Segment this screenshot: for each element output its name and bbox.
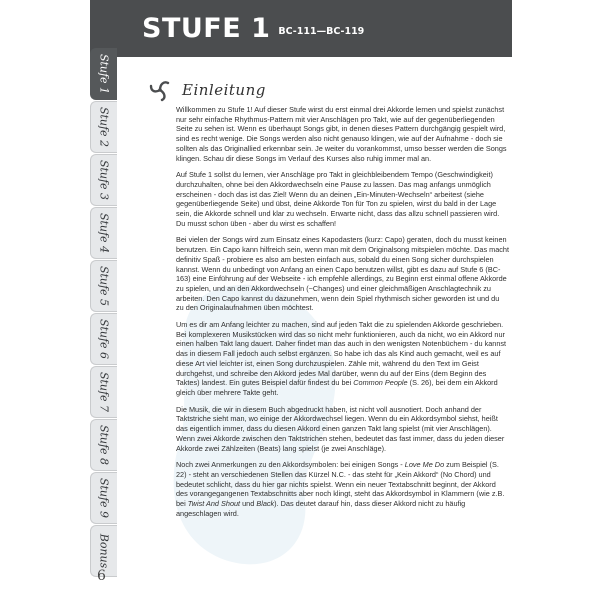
paragraph: Bei vielen der Songs wird zum Einsatz eines Kapodasters (kurz: Capo) geraten, doch du musst keinen benutzen. Ein Capo kann hilfreich sein, wenn man mit dem Originalsong mitspielen möchte. Das macht definitiv Spaß - probiere es also am besten einfach aus, sobald du einen Song sicher durchspielen kannst. Wenn du unbedingt von Anfang an einen Capo benutzen willst, gibt es dazu auf Stufe 6 (BC-163) eine Einführung auf der Webseite - ich empfehle allerdings, zu Beginn erst einmal offene Akkorde zu spielen, und an den Akkordwechseln (~Changes) und einer gleichmäßigen Anschlagtechnik zu arbeiten. Den Capo kannst du dazunehmen, wenn dein Spiel rhythmisch sicher geworden ist und du zu den Originalaufnahmen üben möchtest. — [176, 235, 509, 313]
section-heading — [148, 78, 266, 102]
tab-label: Stufe 7 — [97, 371, 111, 413]
paragraph — [176, 320, 509, 398]
body-text — [176, 105, 509, 525]
chapter-code: BC-111—BC-119 — [278, 26, 365, 37]
tab-label: Stufe 5 — [97, 265, 111, 307]
tab-stufe-2[interactable] — [90, 101, 117, 153]
paragraph — [176, 460, 509, 518]
tab-label: Stufe 6 — [97, 318, 111, 360]
tab-label: Stufe 3 — [97, 159, 111, 201]
paragraph-text: Um es dir am Anfang leichter zu machen, sind auf jeden Takt die zu spielenden Akkorde geschrieben. Bei komplexeren Musikstücken wird das so nicht mehr funktionieren, auch da nicht, wo ein Akkord nur einen halben Takt lang dauert. Daher findet man das auch in den wenigsten Notenbüchern - du kannst das in diesem Fall jedoch auch selbst ergänzen. So habe ich das als Kind auch gemacht, weil es auf diese Art viel leichter ist, einen Song durchzuspielen. Zähle mit, während du den Text im Geist durchgehst, und schreibe den Akkord jedes Mal darüber, wenn du auf der Eins (dem Beginn des Taktes) landest. Ein gutes Beispiel dafür findest du bei — [176, 320, 507, 388]
paragraph: Willkommen zu Stufe 1! Auf dieser Stufe wirst du erst einmal drei Akkorde lernen und spielst zunächst nur sehr einfache Rhythmus-Pattern mit vier Anschlägen pro Takt, wie auf der gegenüberliegenden Seite zu sehen ist. Wenn es überhaupt Songs gibt, in denen dieses Pattern durchgängig gespielt wird, sind es recht wenige. Die Songs werden also nicht genauso klingen, wie auf der Aufnahme - doch sie sollten als das Originallied erkennbar sein. Je weiter du vorankommst, umso besser werden die Songs klingen. Schau dir diese Songs im Verlauf des Kurses also ruhig immer mal an. — [176, 105, 507, 163]
song-title: Common People — [353, 378, 408, 388]
song-title: Black — [256, 499, 275, 509]
page-number: 6 — [97, 568, 106, 584]
tab-stufe-1[interactable] — [90, 48, 117, 100]
tab-stufe-8[interactable] — [90, 419, 117, 471]
song-title: Twist And Shout — [187, 499, 241, 509]
tab-label: Stufe 4 — [97, 212, 111, 254]
tab-label: Stufe 1 — [97, 53, 111, 95]
song-title: Love Me Do — [404, 460, 445, 470]
tab-stufe-5[interactable] — [90, 260, 117, 312]
paragraph-text: zum Beispiel (S. 22) - steht an verschiedenen Stellen das Kürzel N.C. - das steht für „Kein Akkord“ (No Chord) und bedeutet schlicht, dass du hier gar nichts spielst. Wenn ein neuer Textabschnitt beginnt, der Akkord des vorangegangenen Textabschnitts aber noch klingt, steht das Akkordsymbol in Klammern (wie z.B. bei — [176, 460, 505, 509]
tab-stufe-9[interactable] — [90, 472, 117, 524]
chapter-tabs — [90, 48, 117, 578]
paragraph-text: Noch zwei Anmerkungen zu den Akkordsymbolen: bei einigen Songs - — [176, 460, 405, 470]
triskelion-icon — [148, 78, 172, 102]
tab-stufe-7[interactable] — [90, 366, 117, 418]
tab-stufe-4[interactable] — [90, 207, 117, 259]
tab-label: Stufe 9 — [97, 477, 111, 519]
chapter-header — [90, 0, 512, 57]
tab-stufe-6[interactable] — [90, 313, 117, 365]
paragraph: Auf Stufe 1 sollst du lernen, vier Anschläge pro Takt in gleichbleibendem Tempo (Geschwindigkeit) durchzuhalten, ohne bei den Akkordwechseln eine Pause zu lassen. Das mag anfangs unmöglich erscheinen - doch das ist das Ziel! Wenn du an deinen „Ein-Minuten-Wechseln“ arbeitest (siehe gegenüberliegende Seite) und übst, deine Akkorde Ton für Ton zu spielen, wirst du bald in der Lage sein, die Akkorde schnell und klar zu wechseln. Erwarte nicht, dass das allzu schnell passieren wird. Du musst schon üben - aber du wirst es schaffen! — [176, 170, 500, 228]
tab-stufe-3[interactable] — [90, 154, 117, 206]
tab-label: Stufe 8 — [97, 424, 111, 466]
paragraph-text: (S. 26), bei dem ein Akkord gleich über mehrere Takte geht. — [176, 378, 498, 397]
tab-label: Stufe 2 — [97, 106, 111, 148]
paragraph: Die Musik, die wir in diesem Buch abgedruckt haben, ist nicht voll ausnotiert. Doch anhand der Taktstriche sieht man, wo einige der Akkordwechsel liegen. Wenn du ein Akkordsymbol siehst, heißt das eigentlich immer, dass du diesen Akkord einen ganzen Takt lang spielst (mit vier Anschlägen). Wenn zwei Akkorde zwischen den Taktstrichen stehen, bedeutet das fast immer, dass du jeden dieser Akkorde zwei Zählzeiten (Beats) lang spielst (je zwei Anschläge). — [176, 404, 505, 453]
chapter-title: STUFE 1 — [142, 13, 271, 44]
paragraph-text: und — [240, 499, 257, 509]
paragraph-text: ). Das deutet darauf hin, dass dieser Akkord nicht zu häufig angeschlagen wird. — [176, 499, 466, 518]
section-title: Einleitung — [182, 81, 266, 99]
tab-label: Bonus — [97, 533, 111, 569]
